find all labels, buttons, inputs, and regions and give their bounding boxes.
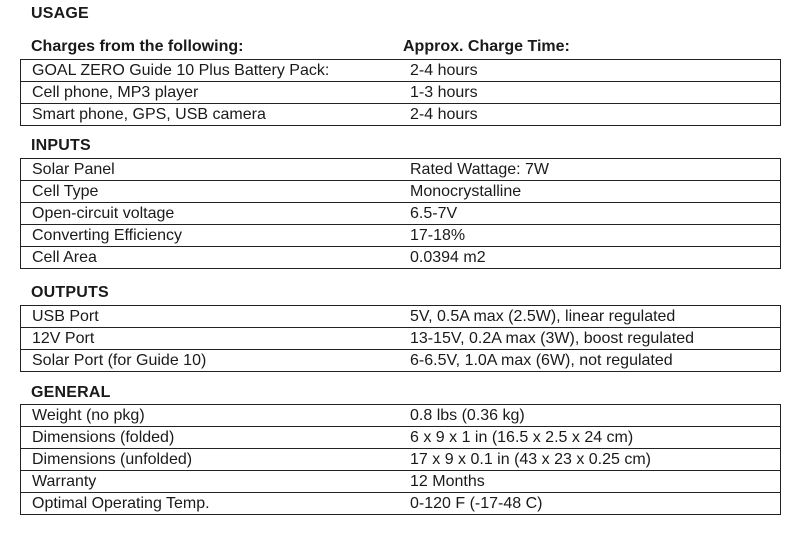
row-value: 13-15V, 0.2A max (3W), boost regulated [392,328,781,350]
table-row [21,427,781,449]
charges-from-header: Charges from the following: [31,38,244,55]
outputs-section-title: OUTPUTS [31,284,109,301]
row-value: 17 x 9 x 0.1 in (43 x 23 x 0.25 cm) [392,449,781,471]
row-label: Dimensions (unfolded) [21,449,393,471]
charge-time-header: Approx. Charge Time: [403,38,570,55]
row-value: 0.8 lbs (0.36 kg) [392,405,781,427]
row-label: Cell phone, MP3 player [21,82,393,104]
table-row [21,225,781,247]
row-value: 1-3 hours [392,82,781,104]
usage-section-title: USAGE [31,5,89,22]
general-table [20,404,781,515]
row-value: 0.0394 m2 [392,247,781,269]
row-label: Dimensions (folded) [21,427,393,449]
row-value: 17-18% [392,225,781,247]
row-label: Solar Panel [21,159,393,181]
general-section-title: GENERAL [31,384,111,401]
row-value: Monocrystalline [392,181,781,203]
table-row [21,471,781,493]
table-row [21,159,781,181]
table-row [21,493,781,515]
row-value: 6.5-7V [392,203,781,225]
row-label: USB Port [21,306,393,328]
row-label: 12V Port [21,328,393,350]
row-label: Solar Port (for Guide 10) [21,350,393,372]
table-row [21,449,781,471]
table-row [21,82,781,104]
outputs-table [20,305,781,372]
table-row [21,405,781,427]
row-value: 2-4 hours [392,60,781,82]
row-label: Warranty [21,471,393,493]
table-row [21,60,781,82]
inputs-table [20,158,781,269]
table-row [21,328,781,350]
table-row [21,350,781,372]
row-label: Open-circuit voltage [21,203,393,225]
row-value: 5V, 0.5A max (2.5W), linear regulated [392,306,781,328]
row-value: 6 x 9 x 1 in (16.5 x 2.5 x 24 cm) [392,427,781,449]
row-value: 12 Months [392,471,781,493]
table-row [21,181,781,203]
row-label: Cell Area [21,247,393,269]
usage-table [20,59,781,126]
row-label: Weight (no pkg) [21,405,393,427]
row-value: 2-4 hours [392,104,781,126]
row-value: Rated Wattage: 7W [392,159,781,181]
table-row [21,104,781,126]
row-label: Converting Efficiency [21,225,393,247]
inputs-section-title: INPUTS [31,137,91,154]
row-value: 0-120 F (-17-48 C) [392,493,781,515]
row-label: Smart phone, GPS, USB camera [21,104,393,126]
row-label: Optimal Operating Temp. [21,493,393,515]
row-value: 6-6.5V, 1.0A max (6W), not regulated [392,350,781,372]
table-row [21,306,781,328]
row-label: Cell Type [21,181,393,203]
table-row [21,247,781,269]
row-label: GOAL ZERO Guide 10 Plus Battery Pack: [21,60,393,82]
table-row [21,203,781,225]
